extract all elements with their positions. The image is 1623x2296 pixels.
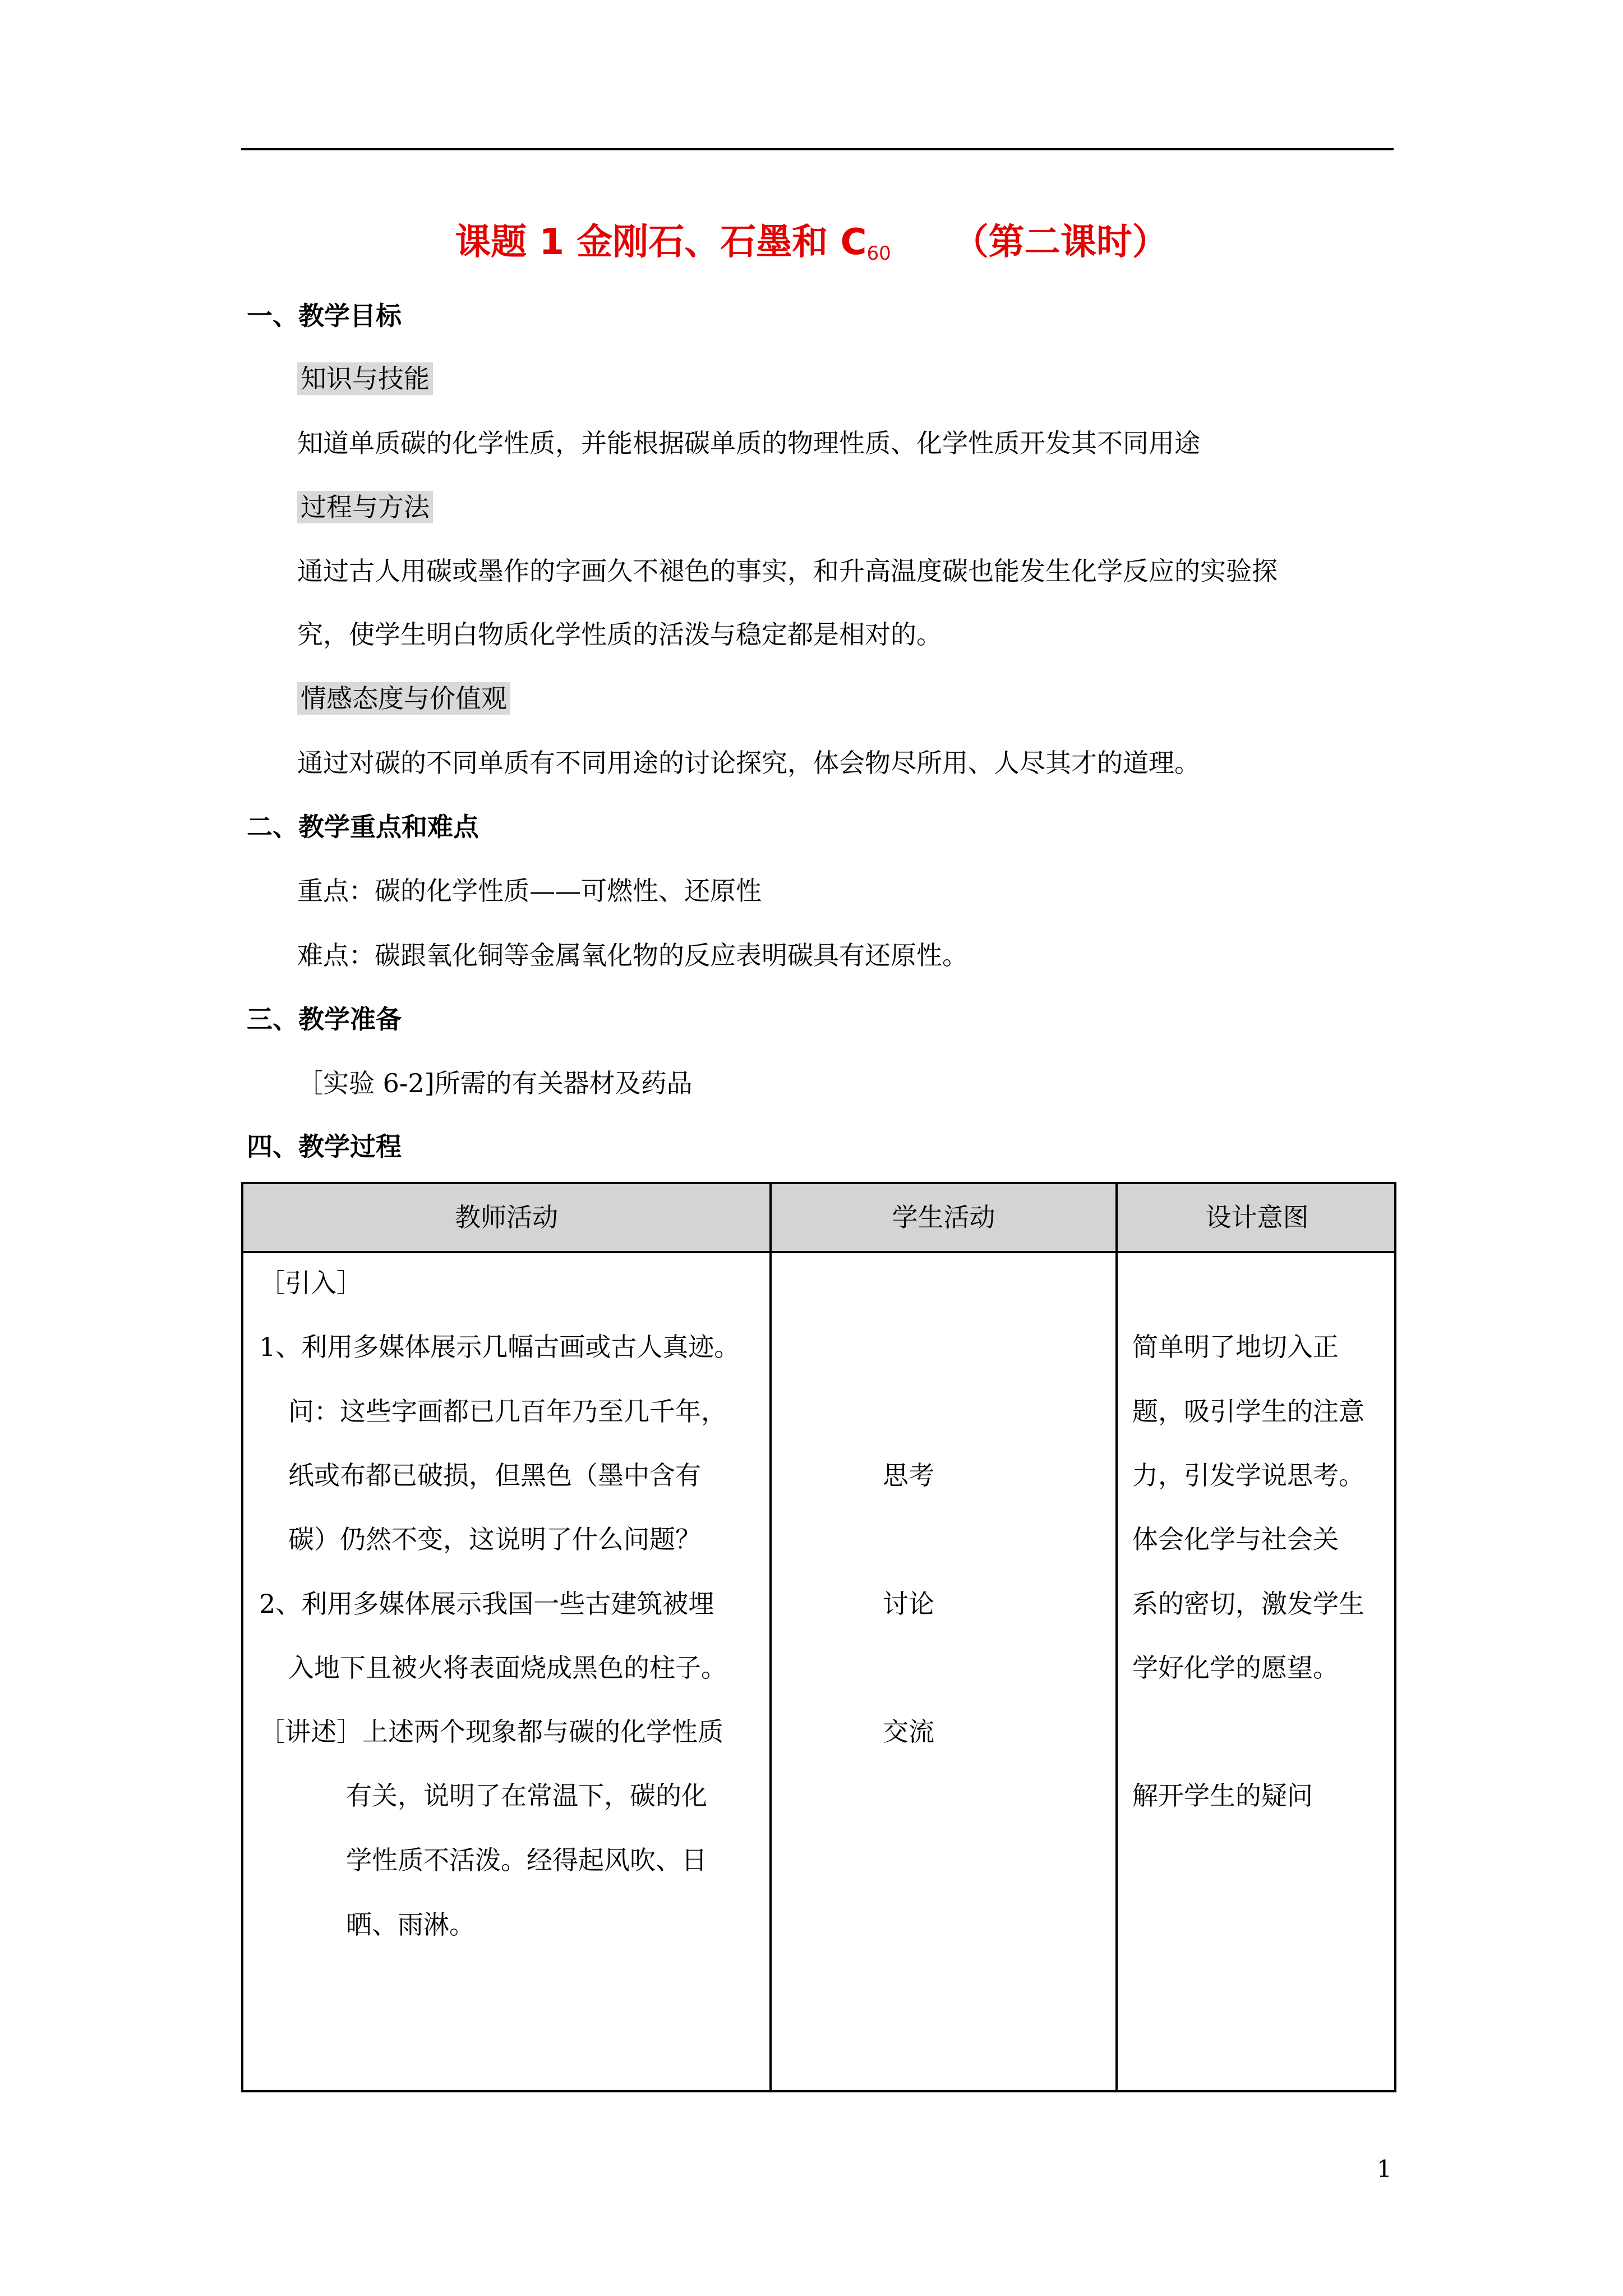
- intent-line: 学好化学的愿望。: [1132, 1653, 1339, 1683]
- teacher-line: 学性质不活泼。经得起风吹、日: [346, 1845, 707, 1875]
- difficulty-text: 难点：碳跟氧化铜等金属氧化物的反应表明碳具有还原性。: [297, 940, 968, 970]
- column-divider: [769, 1184, 772, 2090]
- header-rule: [241, 148, 1394, 150]
- process-text-2: 究，使学生明白物质化学性质的活泼与稳定都是相对的。: [297, 619, 942, 650]
- page-number: 1: [1377, 2155, 1392, 2183]
- process-label: [297, 490, 433, 524]
- preparation-heading: 三、教学准备: [247, 1004, 402, 1034]
- intent-line: 系的密切，激发学生: [1132, 1589, 1364, 1619]
- emotion-label-text: 情感态度与价值观: [297, 682, 510, 715]
- objectives-heading: 一、教学目标: [247, 301, 402, 331]
- teacher-line: ［讲述］上述两个现象都与碳的化学性质: [259, 1717, 723, 1747]
- process-label-text: 过程与方法: [297, 491, 433, 523]
- student-line: 交流: [883, 1717, 934, 1747]
- header-teacher-activity: 教师活动: [455, 1202, 558, 1232]
- header-design-intent: 设计意图: [1205, 1202, 1309, 1232]
- teacher-line: ［引入］: [259, 1268, 362, 1298]
- intent-line: 体会化学与社会关: [1132, 1524, 1339, 1554]
- intent-line: 简单明了地切入正: [1132, 1332, 1339, 1362]
- knowledge-label: [297, 362, 433, 395]
- column-divider: [1115, 1184, 1118, 2090]
- intent-line: 解开学生的疑问: [1132, 1780, 1313, 1811]
- student-line: 思考: [883, 1460, 934, 1490]
- title-suffix: （第二课时）: [952, 222, 1168, 263]
- teacher-line: 入地下且被火将表面烧成黑色的柱子。: [288, 1653, 727, 1683]
- teacher-line: 碳）仍然不变，这说明了什么问题？: [288, 1524, 701, 1554]
- focus-text: 重点：碳的化学性质——可燃性、还原性: [297, 876, 762, 906]
- teacher-line: 有关，说明了在常温下，碳的化: [346, 1780, 707, 1811]
- title-main: 课题 1 金刚石、石墨和 C: [455, 222, 867, 263]
- emotion-label: [297, 682, 510, 715]
- process-text-1: 通过古人用碳或墨作的字画久不褪色的事实，和升高温度碳也能发生化学反应的实验探: [297, 556, 1278, 586]
- student-line: 讨论: [883, 1589, 934, 1619]
- key-points-heading: 二、教学重点和难点: [247, 812, 479, 842]
- intent-line: 力，引发学说思考。: [1132, 1460, 1364, 1490]
- teacher-line: 1、利用多媒体展示几幅古画或古人真迹。: [259, 1332, 740, 1362]
- knowledge-label-text: 知识与技能: [297, 362, 433, 395]
- preparation-text: ［实验 6-2]所需的有关器材及药品: [297, 1068, 693, 1098]
- teacher-line: 问：这些字画都已几百年乃至几千年，: [288, 1396, 727, 1427]
- intent-line: 题，吸引学生的注意: [1132, 1396, 1364, 1427]
- teaching-process-table: [241, 1182, 1396, 2092]
- knowledge-text: 知道单质碳的化学性质，并能根据碳单质的物理性质、化学性质开发其不同用途: [297, 428, 1200, 458]
- teacher-line: 晒、雨淋。: [346, 1910, 475, 1940]
- page-title: [0, 213, 1623, 265]
- title-subscript: 60: [866, 242, 891, 265]
- teacher-line: 2、利用多媒体展示我国一些古建筑被埋: [259, 1589, 714, 1619]
- emotion-text: 通过对碳的不同单质有不同用途的讨论探究，体会物尽所用、人尽其才的道理。: [297, 748, 1200, 778]
- header-student-activity: 学生活动: [892, 1202, 995, 1232]
- process-heading: 四、教学过程: [247, 1131, 402, 1162]
- teacher-line: 纸或布都已破损，但黑色（墨中含有: [288, 1460, 701, 1490]
